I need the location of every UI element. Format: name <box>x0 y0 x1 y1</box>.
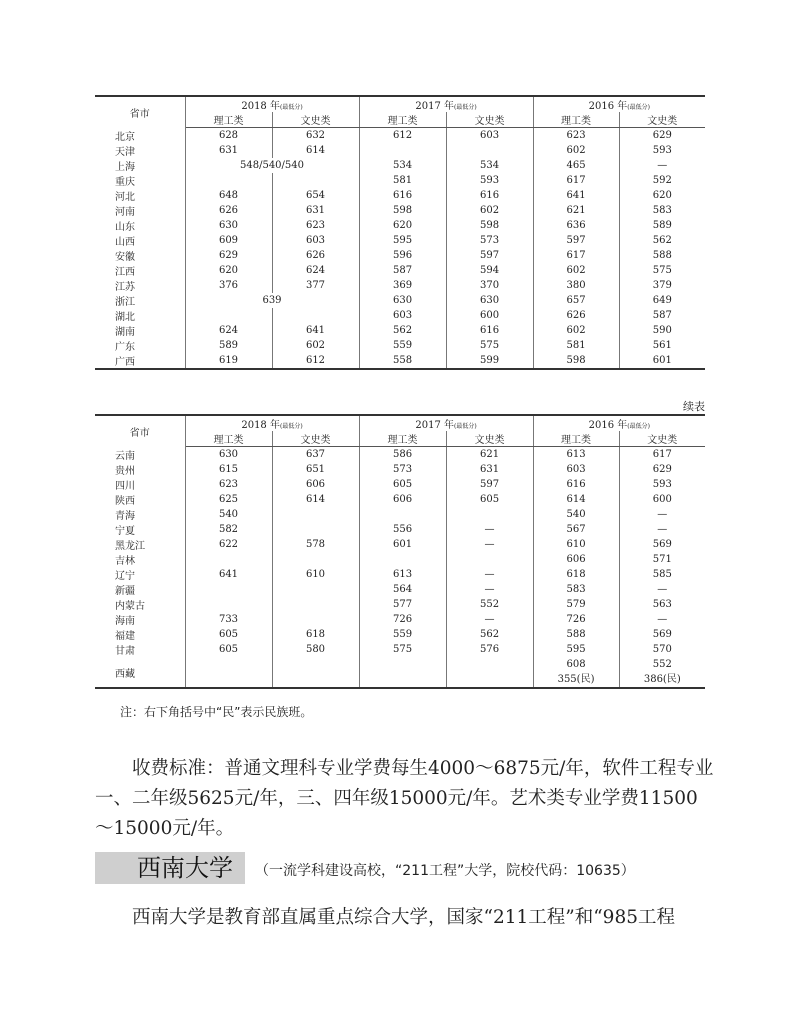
province-cell: 江苏 <box>95 278 185 293</box>
score-cell: 631 <box>446 462 533 477</box>
score-cell: 620 <box>359 218 446 233</box>
province-header: 省市 <box>95 415 185 447</box>
score-cell: 613 <box>533 447 619 463</box>
province-cell: 贵州 <box>95 462 185 477</box>
score-cell: 626 <box>533 308 619 323</box>
score-cell: 379 <box>619 278 705 293</box>
score-cell: 601 <box>359 537 446 552</box>
score-cell: 587 <box>619 308 705 323</box>
score-cell: 657 <box>533 293 619 308</box>
score-cell: 614 <box>272 492 359 507</box>
category-header: 理工类 <box>185 112 272 128</box>
score-cell: 562 <box>446 627 533 642</box>
score-cell: 617 <box>533 173 619 188</box>
table-row <box>95 597 705 612</box>
score-cell: 593 <box>619 477 705 492</box>
score-cell: 641 <box>185 567 272 582</box>
score-cell <box>272 552 359 567</box>
province-header: 省市 <box>95 96 185 128</box>
score-cell: 726 <box>359 612 446 627</box>
province-cell: 辽宁 <box>95 567 185 582</box>
university-subtitle: （一流学科建设高校，“211工程”大学，院校代码：10635） <box>255 863 635 879</box>
score-cell <box>185 582 272 597</box>
score-cell: 598 <box>359 203 446 218</box>
header-row-years <box>95 96 705 112</box>
score-cell: 573 <box>359 462 446 477</box>
province-cell: 内蒙古 <box>95 597 185 612</box>
score-cell: 540 <box>185 507 272 522</box>
province-cell: 陕西 <box>95 492 185 507</box>
province-cell: 新疆 <box>95 582 185 597</box>
score-cell: 612 <box>272 353 359 369</box>
score-cell: 558 <box>359 353 446 369</box>
table-footnote: 注：右下角括号中“民”表示民族班。 <box>120 705 313 719</box>
header-row-categories <box>95 112 705 128</box>
score-cell: 570 <box>619 642 705 657</box>
province-cell: 云南 <box>95 447 185 463</box>
category-header: 文史类 <box>446 431 533 447</box>
score-cell: 573 <box>446 233 533 248</box>
table-row <box>95 642 705 657</box>
header-row-categories <box>95 431 705 447</box>
year-note: (最低分) <box>279 104 303 111</box>
table-row <box>95 477 705 492</box>
table-row <box>95 188 705 203</box>
score-cell: 593 <box>446 173 533 188</box>
score-cell: 556 <box>359 522 446 537</box>
score-cell: 637 <box>272 447 359 463</box>
score-cell: — <box>619 507 705 522</box>
score-cell <box>185 552 272 567</box>
score-cell: 605 <box>185 627 272 642</box>
table-row <box>95 323 705 338</box>
province-cell: 西藏 <box>95 657 185 688</box>
score-cell: 583 <box>619 203 705 218</box>
score-cell: 610 <box>533 537 619 552</box>
score-cell: 569 <box>619 537 705 552</box>
score-cell: 615 <box>185 462 272 477</box>
admission-score-table-continued <box>95 414 705 689</box>
province-cell: 河南 <box>95 203 185 218</box>
category-header: 理工类 <box>359 112 446 128</box>
table-row <box>95 657 705 688</box>
score-cell: 616 <box>446 188 533 203</box>
score-cell: 562 <box>359 323 446 338</box>
score-cell: 641 <box>272 323 359 338</box>
year-label: 2016 年 <box>588 420 628 431</box>
category-header: 理工类 <box>359 431 446 447</box>
province-cell: 宁夏 <box>95 522 185 537</box>
score-cell: 582 <box>185 522 272 537</box>
year-note: (最低分) <box>279 423 303 430</box>
table-row <box>95 308 705 323</box>
score-cell: 616 <box>533 477 619 492</box>
score-cell: 597 <box>446 248 533 263</box>
score-cell: 616 <box>446 323 533 338</box>
score-cell: 605 <box>446 492 533 507</box>
score-cell <box>272 522 359 537</box>
table-row <box>95 158 705 173</box>
score-cell: 613 <box>359 567 446 582</box>
score-cell: 602 <box>533 143 619 158</box>
year-header <box>359 415 533 431</box>
score-cell <box>359 552 446 567</box>
score-cell: 598 <box>446 218 533 233</box>
score-cell: 588 <box>619 248 705 263</box>
score-cell: 370 <box>446 278 533 293</box>
score-cell: 598 <box>533 353 619 369</box>
score-cell: 631 <box>272 203 359 218</box>
score-cell: 626 <box>185 203 272 218</box>
score-cell: 603 <box>533 462 619 477</box>
category-header: 文史类 <box>446 112 533 128</box>
score-cell: 602 <box>533 263 619 278</box>
year-header <box>185 96 359 112</box>
category-header: 文史类 <box>272 431 359 447</box>
score-cell: 559 <box>359 338 446 353</box>
score-cell: 552 386(民) <box>619 657 705 688</box>
score-cell: 595 <box>359 233 446 248</box>
score-cell: 618 <box>272 627 359 642</box>
category-header: 理工类 <box>185 431 272 447</box>
year-label: 2017 年 <box>415 101 454 112</box>
score-cell: 575 <box>359 642 446 657</box>
score-cell: 616 <box>359 188 446 203</box>
score-cell: 602 <box>446 203 533 218</box>
province-cell: 浙江 <box>95 293 185 308</box>
score-cell: 587 <box>359 263 446 278</box>
province-cell: 四川 <box>95 477 185 492</box>
score-cell: 581 <box>359 173 446 188</box>
score-cell <box>272 173 359 188</box>
score-cell: 376 <box>185 278 272 293</box>
score-cell: 380 <box>533 278 619 293</box>
score-cell: 605 <box>359 477 446 492</box>
score-cell: 571 <box>619 552 705 567</box>
score-cell: 622 <box>185 537 272 552</box>
university-intro-paragraph: 西南大学是教育部直属重点综合大学，国家“211工程”和“985工程 <box>132 907 675 928</box>
score-cell: 562 <box>619 233 705 248</box>
header-row-years <box>95 415 705 431</box>
year-label: 2017 年 <box>415 420 454 431</box>
score-cell: 569 <box>619 627 705 642</box>
tuition-fee-paragraph: 收费标准：普通文理科专业学费每生4000～6875元/年，软件工程专业一、二年级5625元/年，三、四年级15000元/年。艺术类专业学费11500～15000元/年。 <box>95 758 714 839</box>
table-row <box>95 522 705 537</box>
score-cell: 620 <box>185 263 272 278</box>
province-cell: 河北 <box>95 188 185 203</box>
province-cell: 黑龙江 <box>95 537 185 552</box>
table-row <box>95 447 705 463</box>
table-row <box>95 552 705 567</box>
score-cell: 581 <box>533 338 619 353</box>
score-cell: 603 <box>272 233 359 248</box>
category-header: 文史类 <box>619 112 705 128</box>
score-cell: 621 <box>533 203 619 218</box>
score-cell: 629 <box>619 128 705 144</box>
province-cell: 山西 <box>95 233 185 248</box>
score-cell: 605 <box>185 642 272 657</box>
score-cell: 580 <box>272 642 359 657</box>
year-note: (最低分) <box>454 423 477 430</box>
score-cell: 578 <box>272 537 359 552</box>
table-row <box>95 462 705 477</box>
province-cell: 山东 <box>95 218 185 233</box>
score-cell: 614 <box>272 143 359 158</box>
table-row <box>95 293 705 308</box>
score-cell: — <box>446 612 533 627</box>
score-cell <box>359 143 446 158</box>
table-row <box>95 203 705 218</box>
score-cell: 630 <box>185 218 272 233</box>
score-cell: 630 <box>446 293 533 308</box>
table-row <box>95 263 705 278</box>
score-cell: 589 <box>619 218 705 233</box>
score-cell: 654 <box>272 188 359 203</box>
score-cell <box>272 597 359 612</box>
year-note: (最低分) <box>454 104 477 111</box>
score-cell: 592 <box>619 173 705 188</box>
year-note: (最低分) <box>627 423 650 430</box>
score-cell <box>446 143 533 158</box>
score-cell <box>446 657 533 688</box>
score-cell: 599 <box>446 353 533 369</box>
province-cell: 天津 <box>95 143 185 158</box>
category-header: 理工类 <box>533 112 619 128</box>
table-row <box>95 492 705 507</box>
score-cell: 630 <box>185 447 272 463</box>
province-cell: 甘肃 <box>95 642 185 657</box>
score-cell <box>185 308 272 323</box>
score-cell: 596 <box>359 248 446 263</box>
table-row <box>95 278 705 293</box>
province-cell: 上海 <box>95 158 185 173</box>
score-cell: 624 <box>185 323 272 338</box>
score-cell: 534 <box>446 158 533 173</box>
score-cell: — <box>619 612 705 627</box>
score-cell: 608 355(民) <box>533 657 619 688</box>
score-cell: 600 <box>619 492 705 507</box>
score-cell <box>272 308 359 323</box>
province-cell: 北京 <box>95 128 185 144</box>
score-cell: 600 <box>446 308 533 323</box>
score-cell: 606 <box>359 492 446 507</box>
province-cell: 广西 <box>95 353 185 369</box>
table-row <box>95 507 705 522</box>
score-cell: 631 <box>185 143 272 158</box>
score-cell: 586 <box>359 447 446 463</box>
score-cell: 620 <box>619 188 705 203</box>
score-cell: 606 <box>272 477 359 492</box>
score-cell <box>185 597 272 612</box>
score-cell: — <box>446 537 533 552</box>
score-cell: — <box>446 582 533 597</box>
score-cell-merged: 548/540/540 <box>185 158 359 173</box>
score-cell: 624 <box>272 263 359 278</box>
score-cell: 726 <box>533 612 619 627</box>
score-cell: 465 <box>533 158 619 173</box>
score-cell <box>359 657 446 688</box>
score-cell <box>272 612 359 627</box>
year-label: 2016 年 <box>588 101 628 112</box>
score-cell: 552 <box>446 597 533 612</box>
score-cell: 609 <box>185 233 272 248</box>
score-cell: 585 <box>619 567 705 582</box>
year-header <box>359 96 533 112</box>
score-cell-merged: 639 <box>185 293 359 308</box>
score-cell <box>446 552 533 567</box>
table-row <box>95 173 705 188</box>
score-cell: 636 <box>533 218 619 233</box>
category-header: 理工类 <box>533 431 619 447</box>
score-cell: 602 <box>272 338 359 353</box>
score-cell <box>272 582 359 597</box>
admission-score-table <box>95 95 705 370</box>
year-header <box>533 96 705 112</box>
year-header <box>533 415 705 431</box>
score-cell: 377 <box>272 278 359 293</box>
table-row <box>95 338 705 353</box>
year-label: 2018 年 <box>241 420 280 431</box>
score-cell: 583 <box>533 582 619 597</box>
score-cell: 610 <box>272 567 359 582</box>
score-cell: 623 <box>185 477 272 492</box>
province-cell: 广东 <box>95 338 185 353</box>
score-cell <box>446 507 533 522</box>
province-cell: 安徽 <box>95 248 185 263</box>
score-cell: 629 <box>619 462 705 477</box>
table-row <box>95 567 705 582</box>
table-row <box>95 627 705 642</box>
province-cell: 海南 <box>95 612 185 627</box>
province-cell: 湖北 <box>95 308 185 323</box>
score-cell <box>185 657 272 688</box>
score-cell: 630 <box>359 293 446 308</box>
year-note: (最低分) <box>627 104 650 111</box>
score-cell: — <box>446 567 533 582</box>
score-cell: 559 <box>359 627 446 642</box>
score-cell: 589 <box>185 338 272 353</box>
score-cell: 649 <box>619 293 705 308</box>
score-cell: 623 <box>272 218 359 233</box>
score-cell: — <box>619 522 705 537</box>
table-row <box>95 128 705 144</box>
score-cell: 369 <box>359 278 446 293</box>
score-cell: 561 <box>619 338 705 353</box>
score-cell: 576 <box>446 642 533 657</box>
score-cell: 628 <box>185 128 272 144</box>
score-cell: 603 <box>446 128 533 144</box>
year-header <box>185 415 359 431</box>
table-row <box>95 233 705 248</box>
score-cell: — <box>619 158 705 173</box>
university-title-banner <box>95 852 245 884</box>
score-cell: — <box>619 582 705 597</box>
score-cell <box>272 507 359 522</box>
score-cell: 617 <box>619 447 705 463</box>
score-cell: 629 <box>185 248 272 263</box>
score-cell: 575 <box>446 338 533 353</box>
score-cell: 595 <box>533 642 619 657</box>
score-cell: 594 <box>446 263 533 278</box>
score-cell: 614 <box>533 492 619 507</box>
score-cell: 567 <box>533 522 619 537</box>
table-continued-label: 续表 <box>683 400 705 413</box>
table-row <box>95 612 705 627</box>
table-row <box>95 537 705 552</box>
score-cell: 733 <box>185 612 272 627</box>
score-cell: 625 <box>185 492 272 507</box>
province-cell: 青海 <box>95 507 185 522</box>
province-cell: 湖南 <box>95 323 185 338</box>
province-cell: 重庆 <box>95 173 185 188</box>
category-header: 文史类 <box>272 112 359 128</box>
university-name: 西南大学 <box>137 854 233 882</box>
score-cell: 534 <box>359 158 446 173</box>
table-row <box>95 248 705 263</box>
score-cell: 575 <box>619 263 705 278</box>
score-cell: 606 <box>533 552 619 567</box>
score-cell: 602 <box>533 323 619 338</box>
score-cell: 564 <box>359 582 446 597</box>
score-cell: 618 <box>533 567 619 582</box>
province-cell: 吉林 <box>95 552 185 567</box>
province-cell: 江西 <box>95 263 185 278</box>
score-cell: 590 <box>619 323 705 338</box>
score-cell: 621 <box>446 447 533 463</box>
table-row <box>95 218 705 233</box>
score-cell <box>359 507 446 522</box>
year-label: 2018 年 <box>241 101 280 112</box>
score-cell: 597 <box>446 477 533 492</box>
score-cell <box>272 657 359 688</box>
province-cell: 福建 <box>95 627 185 642</box>
score-cell: 623 <box>533 128 619 144</box>
category-header: 文史类 <box>619 431 705 447</box>
score-cell: — <box>446 522 533 537</box>
score-cell: 601 <box>619 353 705 369</box>
score-cell: 563 <box>619 597 705 612</box>
score-cell: 579 <box>533 597 619 612</box>
table-row <box>95 353 705 369</box>
score-cell <box>185 173 272 188</box>
score-cell: 540 <box>533 507 619 522</box>
score-cell: 619 <box>185 353 272 369</box>
score-cell: 597 <box>533 233 619 248</box>
score-cell: 648 <box>185 188 272 203</box>
score-cell: 588 <box>533 627 619 642</box>
table-row <box>95 582 705 597</box>
score-cell: 603 <box>359 308 446 323</box>
score-cell: 641 <box>533 188 619 203</box>
score-cell: 612 <box>359 128 446 144</box>
score-cell: 617 <box>533 248 619 263</box>
table-row <box>95 143 705 158</box>
score-cell: 593 <box>619 143 705 158</box>
score-cell: 577 <box>359 597 446 612</box>
score-cell: 632 <box>272 128 359 144</box>
score-cell: 626 <box>272 248 359 263</box>
score-cell: 651 <box>272 462 359 477</box>
